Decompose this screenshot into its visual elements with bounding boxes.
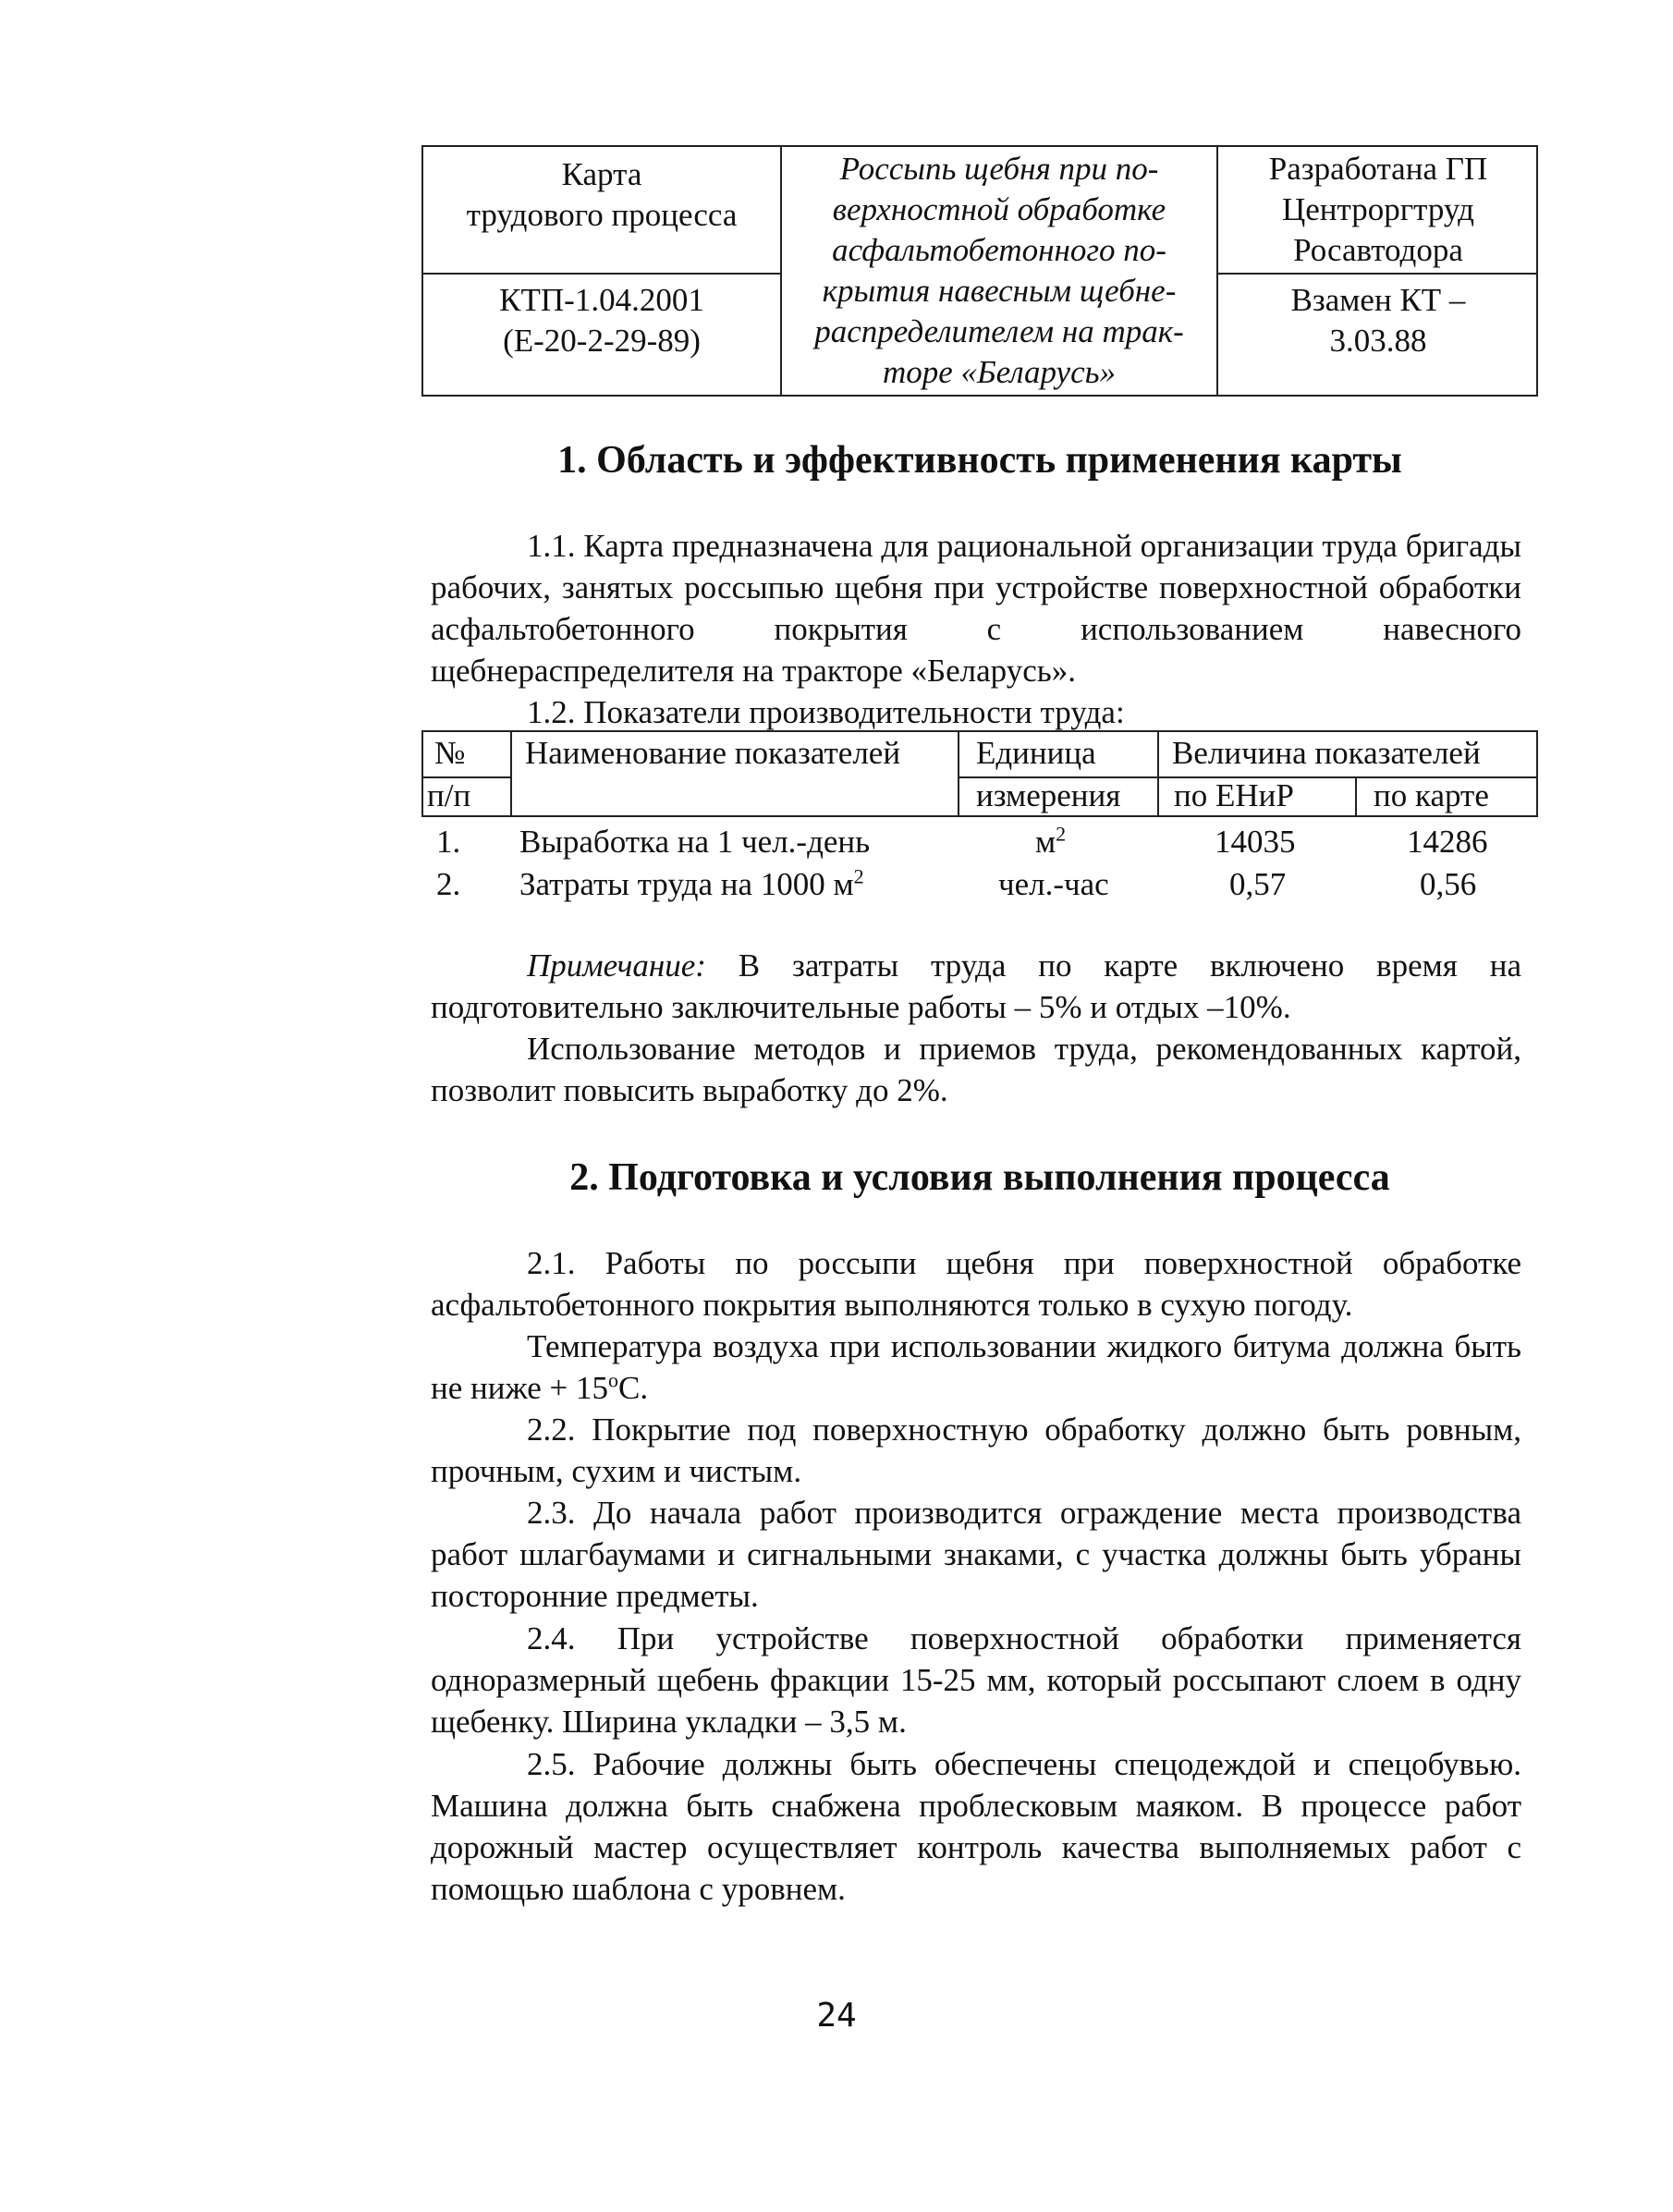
indicators-table-header (421, 730, 1538, 817)
col-no: № (434, 735, 466, 771)
card-developer: Разработана ГП Центроргтруд Росавтодора (1268, 151, 1488, 268)
table-rule (510, 730, 512, 817)
row-card: 0,56 (1420, 866, 1477, 902)
row-no: 1. (436, 824, 461, 860)
table-rule (958, 730, 959, 817)
row-enir: 14035 (1215, 824, 1296, 860)
paragraph-1-1: 1.1. Карта предназначена для рациональной организации труда бригады рабочих, занятых россыпью щебня при устройстве поверхностной обработки асфальтобетонного покрытия с использованием навесного щебнераспределителя на тракторе «Беларусь». (431, 528, 1521, 689)
card-subject: Россыпь щебня при по- верхностной обработке асфальтобетонного по- крытия навесным щебне- распределителем на трак- торе «Беларусь» (814, 151, 1184, 390)
header-divider (423, 273, 780, 275)
table-row (421, 821, 1538, 863)
paragraph-1-2: 1.2. Показатели производительности труда: (527, 694, 1125, 730)
paragraph-2-3: 2.3. До начала работ производится ограждение места производства работ шлагбаумами и сигнальными знаками, с участка должны быть убраны посторонние предметы. (431, 1495, 1521, 1614)
table-rule (421, 730, 423, 817)
row-name: Выработка на 1 чел.-день (519, 824, 871, 860)
table-rule (1355, 776, 1357, 817)
row-card: 14286 (1407, 824, 1488, 860)
col-name: Наименование показателей (525, 735, 901, 771)
paragraph-2-5: 2.5. Рабочие должны быть обеспечены спецодеждой и спецобувью. Машина должна быть снабжена проблесковым маяком. В процессе работ дорожный мастер осуществляет контроль качества выполняемых работ с помощью шаблона с уровнем. (431, 1746, 1521, 1907)
col-enir: по ЕНиР (1174, 777, 1294, 813)
paragraph-2-2: 2.2. Покрытие под поверхностную обработку должно быть ровным, прочным, сухим и чистым. (431, 1412, 1521, 1489)
row-unit: чел.-час (998, 866, 1109, 902)
temperature-paragraph: Температура воздуха при использовании жидкого битума должна быть не ниже + $15^оС$. (431, 1328, 1521, 1406)
header-divider (1216, 273, 1538, 275)
col-card: по карте (1374, 777, 1489, 813)
col-unit-2: измерения (976, 777, 1121, 813)
paragraph-2-4: 2.4. При устройстве поверхностной обработки применяется одноразмерный щебень фракции 15-25 мм, который россыпают слоем в одну щебенку. Ширина укладки – 3,5 м. (431, 1620, 1521, 1740)
page-number: 24 (816, 1997, 857, 2035)
section-1-heading: 1. Область и эффективность применения карты (557, 439, 1402, 482)
row-enir: 0,57 (1229, 866, 1287, 902)
section-2-heading: 2. Подготовка и условия выполнения процесса (569, 1156, 1390, 1199)
methods-paragraph: Использование методов и приемов труда, рекомендованных картой, позволит повысить выработку до 2%. (431, 1031, 1521, 1108)
col-value: Величина показателей (1172, 735, 1481, 771)
row-no: 2. (436, 866, 461, 902)
card-title: Карта трудового процесса (466, 156, 738, 233)
table-rule (421, 730, 1538, 732)
card-code: КТП-1.04.2001 (Е-20-2-29-89) (499, 282, 704, 359)
col-unit: Единица (976, 735, 1096, 771)
table-rule (1157, 730, 1159, 817)
table-rule (421, 815, 1538, 817)
header-table (421, 145, 1538, 397)
note-paragraph: Примечание: В затраты труда по карте включено время на подготовительно заключительные работы – 5% и отдых –10%. (431, 947, 1521, 1025)
note-label: Примечание: (527, 947, 706, 984)
table-rule (1536, 730, 1538, 817)
row-unit: $м^2$ (1035, 822, 1067, 860)
col-no-2: п/п (427, 777, 471, 813)
card-replaces: Взамен КТ – 3.03.88 (1290, 282, 1466, 359)
row-name: Затраты труда на 1000 $м^2$ (519, 864, 864, 902)
paragraph-2-1: 2.1. Работы по россыпи щебня при поверхностной обработке асфальтобетонного покрытия выполняются только в сухую погоду. (431, 1245, 1521, 1323)
table-row (421, 863, 1538, 906)
